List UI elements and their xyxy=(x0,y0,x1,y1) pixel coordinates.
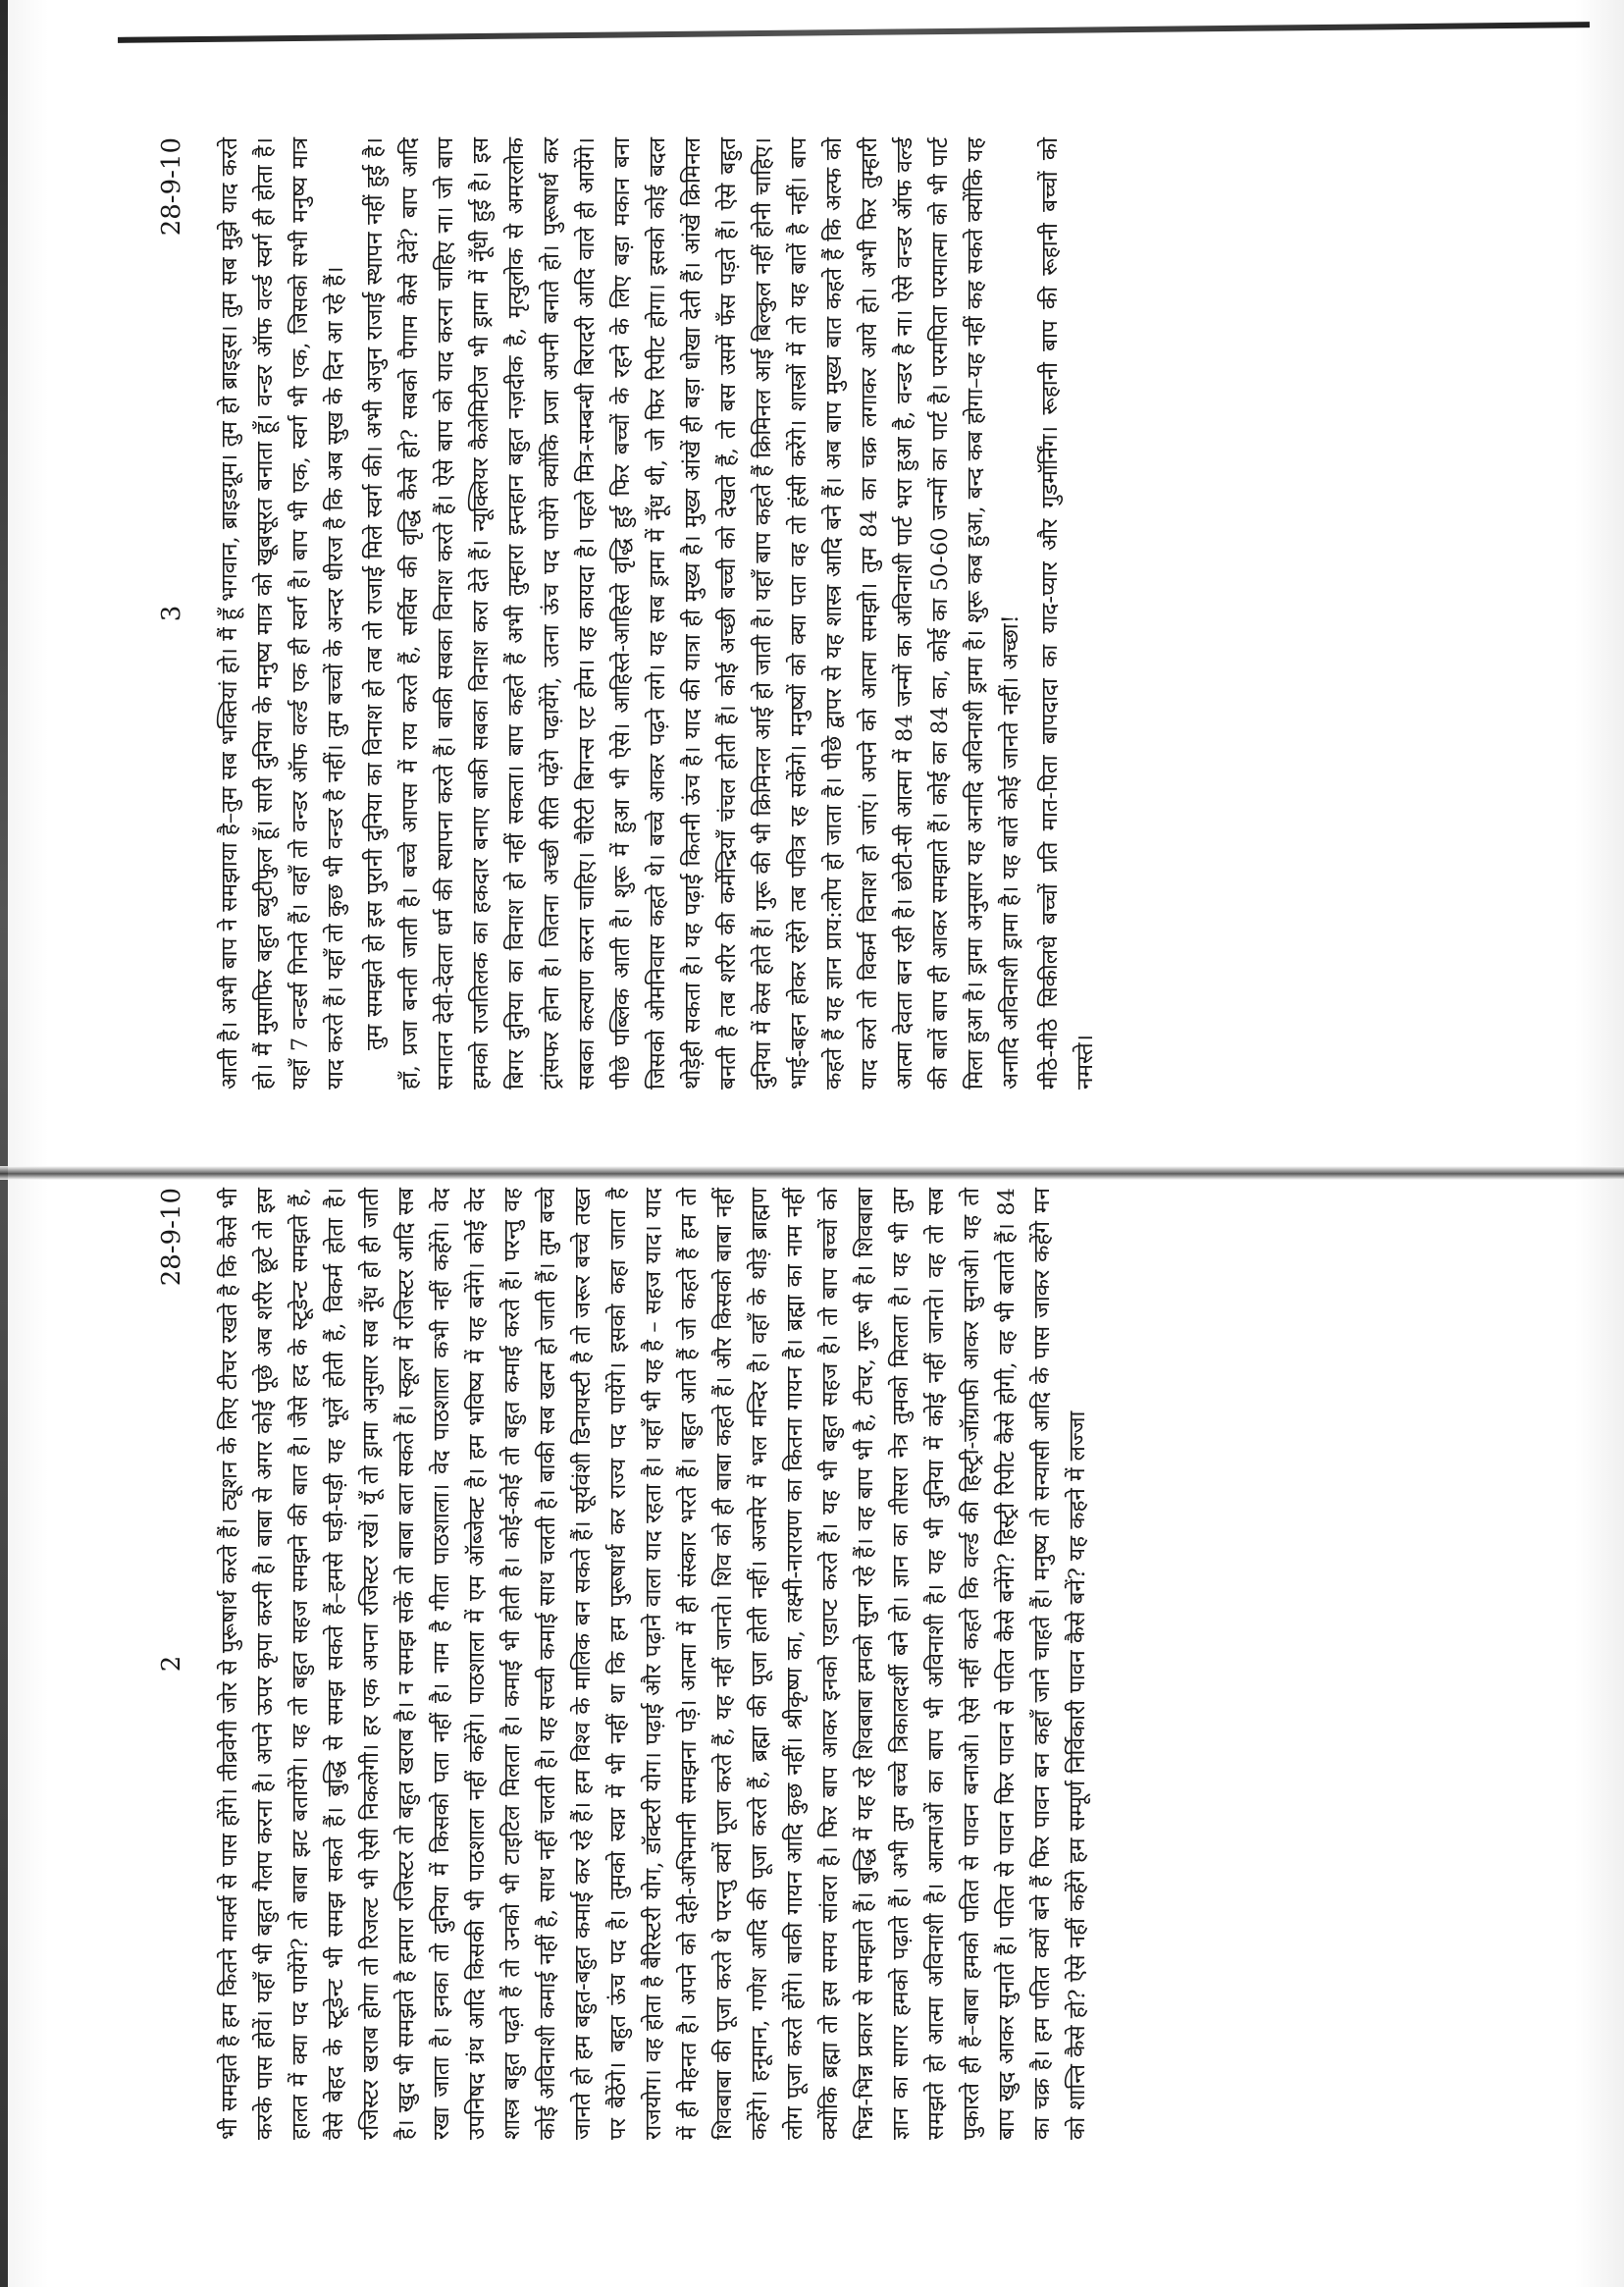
paragraph: भी समझते है हम कितने मार्क्स से पास होंगे। तीव्रवेगी जोर से पुरूषार्थ करते हैं। ट्यूशन के लिए टीचर रखते है कि कैसे भी करके पास होवें। यहाँ भी बहुत गैलप करना है। अपने ऊपर कृपा करनी है। बाबा से अगर कोई पूछे अब शरीर छूटे तो इस हालत में क्या पद पायेंगे? तो बाबा झट बतायेंगे। यह तो बहुत सहज समझने की बात है। जैसे हद के स्टूडेन्ट समझते हैं, वैसे बेहद के स्टूडेन्ट भी समझ सकते हैं। बुद्धि से समझ सकते हैं–हमसे घड़ी-घड़ी यह भूलें होती हैं, विकर्म होता है। रजिस्टर खराब होगा तो रिजल्ट भी ऐसी निकलेगी। हर एक अपना रजिस्टर रखें। यूँ तो ड्रामा अनुसार सब नूँध हो ही जाती है। खुद भी समझते है हमारा रजिस्टर तो बहुत खराब है। न समझ सकें तो बाबा बता सकते हैं। स्कूल में रजिस्टर आदि सब रखा जाता है। इनका तो दुनिया में किसको पता नहीं है। नाम है गीता पाठशाला। वेद पाठशाला कभी नहीं कहेंगे। वेद उपनिषद ग्रंथ आदि किसकी भी पाठशाला नहीं कहेंगे। पाठशाला में एम ऑब्जेक्ट है। हम भविष्य में यह बनेंगे। कोई वेद शास्त्र बहुत पढ़ते हैं तो उनको भी टाइटिल मिलता है। कमाई भी होती है। कोई-कोई तो बहुत कमाई करते हैं। परन्तु वह कोई अविनाशी कमाई नहीं है, साथ नहीं चलती है। यह सच्ची कमाई साथ चलती है। बाकी सब खत्म हो जाती हैं। तुम बच्चे जानते हो हम बहुत-बहुत कमाई कर रहे हैं। हम विश्व के मालिक बन सकते हैं। सूर्यवंशी डिनायस्टी है तो जरूर बच्चे तख्त पर बैठेंगे। बहुत ऊंच पद है। तुमको स्वप्न में भी नहीं था कि हम पुरूषार्थ कर राज्य पद पायेंगे। इसको कहा जाता है राजयोग। वह होता है बैरिस्टरी योग, डॉक्टरी योग। पढ़ाई और पढ़ाने वाला याद रहता है। यहाँ भी यह है – सहज याद। याद में ही मेहनत है। अपने को देही-अभिमानी समझना पड़े। आत्मा में ही संस्कार भरते हैं। बहुत आते हैं जो कहते हैं हम तो शिवबाबा की पूजा करते थे परन्तु क्यों पूजा करते हैं, यह नहीं जानते। शिव को ही बाबा कहते हैं। और किसको बाबा नहीं कहेंगे। हनूमान, गणेश आदि की पूजा करते हैं, ब्रह्मा की पूजा होती नहीं। अजमेर में भल मन्दिर है। वहाँ के थोड़े ब्राह्मण लोग पूजा करते होंगे। बाकी गायन आदि कुछ नहीं। श्रीकृष्ण का, लक्ष्मी-नारायण का कितना गायन है। ब्रह्मा का नाम नहीं क्योंकि ब्रह्मा तो इस समय सांवरा है। फिर बाप आकर इनको एडाप्ट करते हैं। यह भी बहुत सहज है। तो बाप बच्चों को भिन्न-भिन्न प्रकार से समझाते हैं। बुद्धि में यह रहे शिवबाबा हमको सुना रहे हैं। वह बाप भी है, टीचर, गुरू भी है। शिवबाबा ज्ञान का सागर हमको पढ़ाते हैं। अभी तुम बच्चे त्रिकालदर्शी बने हो। ज्ञान का तीसरा नेत्र तुमको मिलता है। यह भी तुम समझते हो आत्मा अविनाशी है। आत्माओं का बाप भी अविनाशी है। यह भी दुनिया में कोई नहीं जानते। वह तो सब पुकारते ही हैं–बाबा हमको पतित से पावन बनाओ। ऐसे नहीं कहते कि वर्ल्ड की हिस्ट्री-जॉग्राफी आकर सुनाओ। यह तो बाप खुद आकर सुनाते हैं। पतित से पावन फिर पावन से पतित कैसे बनेंगे? हिस्ट्री रिपीट कैसे होगी, वह भी बताते हैं। 84 का चक्र है। हम पतित क्यों बने हैं फिर पावन बन कहाँ जाने चाहते हैं। मनुष्य तो सन्यासी आदि के पास जाकर कहेंगे मन को शान्ति कैसे हो? ऐसे नहीं कहेंगे हम सम्पूर्ण निर्विकारी पावन कैसे बनें? यह कहने में लज्जा xyxy=(217,1187,1090,2140)
paragraph: आती है। अभी बाप ने समझाया है–तुम सब भक्तियां हो। मैं हूँ भगवान, ब्राइडग्रूम। तुम हो ब्राइड्स। तुम सब मुझे याद करते हो। मैं मुसाफिर बहुत ब्युटीफुल हूँ। सारी दुनिया के मनुष्य मात्र को खूबसूरत बनाता हूँ। वन्डर ऑफ वर्ल्ड स्वर्ग ही होता है। यहाँ 7 वन्डर्स गिनते हैं। वहाँ तो वन्डर ऑफ वर्ल्ड एक ही स्वर्ग है। बाप भी एक, स्वर्ग भी एक, जिसको सभी मनुष्य मात्र याद करते हैं। यहाँ तो कुछ भी वन्डर है नहीं। तुम बच्चों के अन्दर धीरज है कि अब सुख के दिन आ रहे हैं। xyxy=(217,137,348,1090)
page-date: 28-9-10 xyxy=(157,137,186,237)
page-2-panel xyxy=(128,1148,1501,2179)
page-3-panel xyxy=(128,98,1501,1129)
binding-edge xyxy=(0,0,8,2287)
page-header xyxy=(157,1188,202,2140)
page-number: 2 xyxy=(157,1655,186,1673)
page-number: 3 xyxy=(157,605,186,622)
page-header xyxy=(157,137,202,1090)
page-date: 28-9-10 xyxy=(157,1188,186,1287)
page-top-edge xyxy=(118,22,1590,43)
page-body xyxy=(212,137,1103,1090)
page-body xyxy=(212,1188,1095,2140)
paragraph: तुम समझते हो इस पुरानी दुनिया का विनाश हो तब तो राजाई मिले स्वर्ग की। अभी अजुन राजाई स्थापन नहीं हुई है। हाँ, प्रजा बनती जाती है। बच्चे आपस में राय करते हैं, सर्विस की वृद्धि कैसे हो? सबको पैगाम कैसे देवें? बाप आदि सनातन देवी-देवता धर्म की स्थापना करते हैं। बाकी सबका विनाश करते हैं। ऐसे बाप को याद करना चाहिए ना। जो बाप हमको राजतिलक का हकदार बनाए बाकी सबका विनाश करा देते हैं। न्यूक्लियर कैलेमिटीज भी ड्रामा में नूँधी हुई है। इस बिगर दुनिया का विनाश हो नहीं सकता। बाप कहते हैं अभी तुम्हारा इम्तहान बहुत नज़दीक है, मृत्युलोक से अमरलोक ट्रांसफर होना है। जितना अच्छी रीति पढ़ेंगे पढ़ायेंगे, उतना ऊंच पद पायेंगे क्योंकि प्रजा अपनी बनाते हो। पुरूषार्थ कर सबका कल्याण करना चाहिए। चैरिटी बिगन्स एट होम। यह कायदा है। पहले मित्र-सम्बन्धी बिरादरी आदि वाले ही आयेंगे। पीछे पब्लिक आती है। शुरू में हुआ भी ऐसे। आहिस्ते-आहिस्ते वृद्धि हुई फिर बच्चों के रहने के लिए बड़ा मकान बना जिसको ओमनिवास कहते थे। बच्चे आकर पढ़ने लगे। यह सब ड्रामा में नूँध थी, जो फिर रिपीट होगा। इसको कोई बदल थोड़ेही सकता है। यह पढ़ाई कितनी ऊंच है। याद की यात्रा ही मुख्य है। मुख्य आंखें ही बड़ा धोखा देती हैं। आंखें क्रिमिनल बनती है तब शरीर की कर्मेन्द्रियाँ चंचल होती हैं। कोई अच्छी बच्ची को देखते हैं, तो बस उसमें फँस पड़ते हैं। ऐसे बहुत दुनिया में केस होते हैं। गुरू की भी क्रिमिनल आई हो जाती है। यहाँ बाप कहते हैं क्रिमिनल आई बिल्कुल नहीं होनी चाहिए। भाई-बहन होकर रहेंगे तब पवित्र रह सकेंगे। मनुष्यों को क्या पता वह तो हंसी करेंगे। शास्त्रों में तो यह बातें है नहीं। बाप कहते हैं यह ज्ञान प्राय:लोप हो जाता है। पीछे द्वापर से यह शास्त्र आदि बने हैं। अब बाप मुख्य बात कहते हैं कि अल्फ को याद करो तो विकर्म विनाश हो जाएं। अपने को आत्मा समझो। तुम 84 का चक्र लगाकर आये हो। अभी फिर तुम्हारी आत्मा देवता बन रही है। छोटी-सी आत्मा में 84 जन्मों का अविनाशी पार्ट भरा हुआ है, वन्डर है ना। ऐसे वन्डर ऑफ वर्ल्ड की बातें बाप ही आकर समझाते हैं। कोई का 84 का, कोई का 50-60 जन्मों का पार्ट है। परमपिता परमात्मा को भी पार्ट मिला हुआ है। ड्रामा अनुसार यह अनादि अविनाशी ड्रामा है। शुरू कब हुआ, बन्द कब होगा–यह नहीं कह सकते क्योंकि यह अनादि अविनाशी ड्रामा है। यह बातें कोई जानते नहीं। अच्छा! xyxy=(362,137,1023,1090)
closing-paragraph: मीठे-मीठे सिकीलधे बच्चों प्रति मात-पिता बापदादा का याद-प्यार और गुडमॉर्निंग। रूहानी बाप की रूहानी बच्चों को नमस्ते। xyxy=(1037,137,1098,1090)
